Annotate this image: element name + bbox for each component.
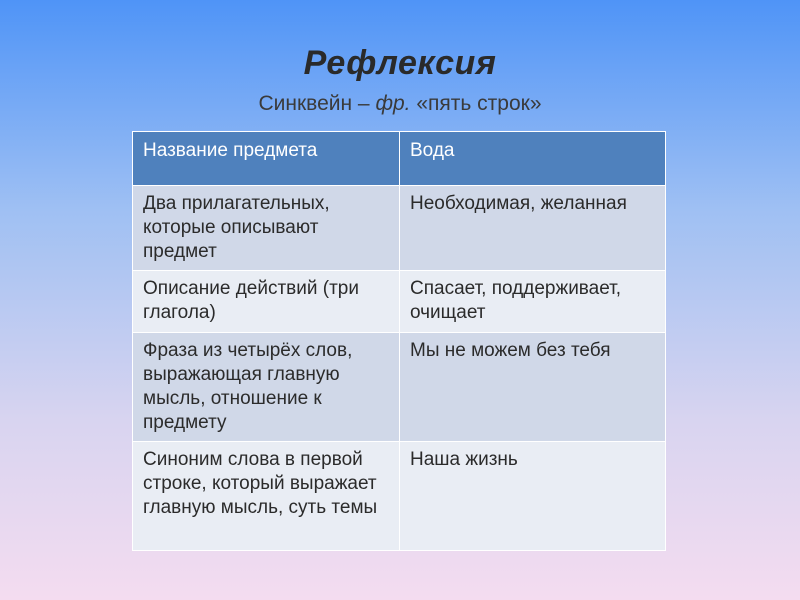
table-row (133, 442, 666, 551)
slide-subtitle (0, 92, 800, 116)
row-value: Спасает, поддерживает, очищает (400, 271, 666, 333)
table-row (133, 186, 666, 271)
row-label: Синоним слова в первой строке, который выражает главную мысль, суть темы (133, 442, 400, 551)
header-cell-value: Вода (400, 132, 666, 186)
table-row (133, 271, 666, 333)
row-label: Два прилагательных, которые описывают предмет (133, 186, 400, 271)
subtitle-rest: «пять строк» (410, 92, 542, 115)
sinkwine-table (132, 131, 666, 551)
subtitle-main: Синквейн – (258, 92, 376, 115)
row-value: Наша жизнь (400, 442, 666, 551)
row-label: Фраза из четырёх слов, выражающая главную мысль, отношение к предмету (133, 333, 400, 442)
row-value: Мы не можем без тебя (400, 333, 666, 442)
slide-title: Рефлексия (303, 44, 497, 82)
table-row (133, 333, 666, 442)
header-cell-subject: Название предмета (133, 132, 400, 186)
subtitle-italic: фр. (375, 92, 411, 115)
row-label: Описание действий (три глагола) (133, 271, 400, 333)
table-header-row (133, 132, 666, 186)
row-value: Необходимая, желанная (400, 186, 666, 271)
